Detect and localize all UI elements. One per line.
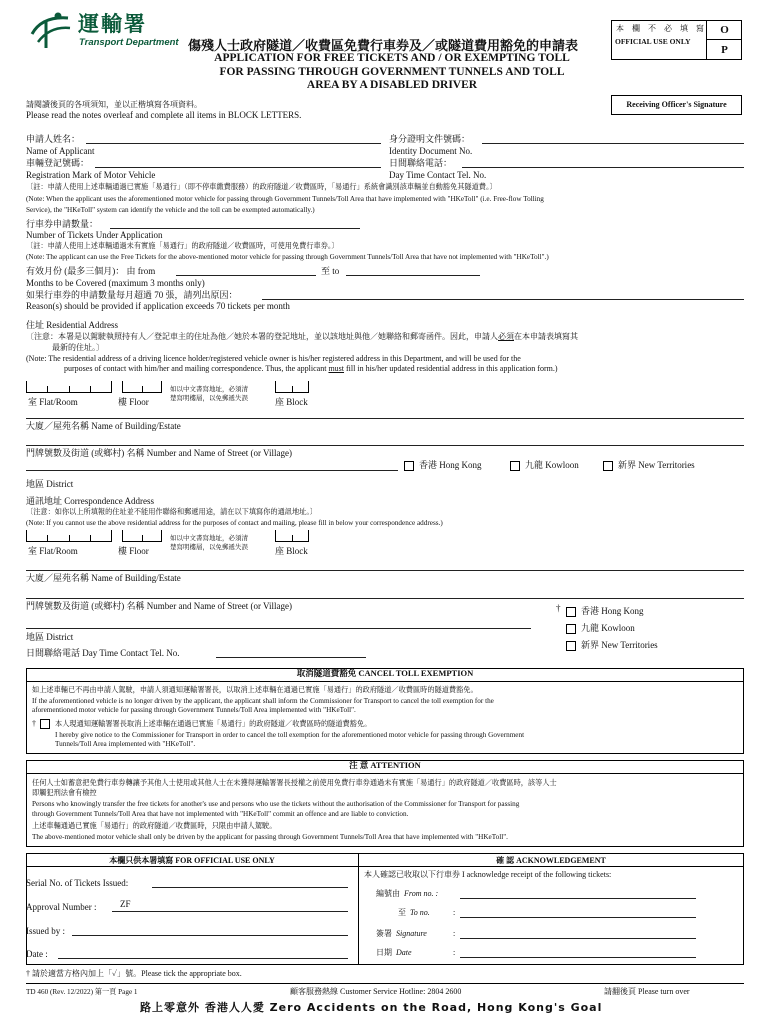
ack-date-field[interactable] — [460, 957, 696, 958]
id-label-cn: 身分證明文件號碼： — [389, 134, 471, 144]
registration-label-en: Registration Mark of Motor Vehicle — [26, 170, 156, 180]
transport-department-logo-icon — [28, 12, 72, 50]
reason-label-en: Reason(s) should be provided if application exceeds 70 tickets per month — [26, 301, 290, 311]
approval-field[interactable] — [112, 911, 348, 912]
attention-en-2: through Government Tunnels/Toll Area that have not implemented with "HKeToll" commit an offence and are liable to conviction. — [32, 810, 409, 818]
applicant-name-field[interactable] — [86, 143, 381, 144]
months-label-en: Months to be Covered (maximum 3 months only) — [26, 278, 205, 288]
res-floor-boxes[interactable] — [122, 382, 162, 393]
months-to-field[interactable] — [346, 275, 480, 276]
res-district-hk[interactable]: 香港 Hong Kong — [404, 460, 482, 471]
checkbox-icon[interactable] — [603, 461, 613, 471]
official-use-label-cn: 本 欄 不 必 填 寫 — [616, 24, 707, 33]
note-tickets-en: (Note: The applicant can use the Free Tickets for the above-mentioned motor vehicle for passing through Government Tunnels/Toll Area that have not implemented with "HKeToll".) — [26, 253, 549, 261]
corr-tel-field[interactable] — [216, 657, 366, 658]
reason-label-cn: 如果行車券的申請數量每月超過 70 張，請列出原因： — [26, 290, 238, 300]
attention-en-3: The above-mentioned motor vehicle shall only be driven by the applicant for passing through Government Tunnels/Toll Area that have implemented with "HKeToll". — [32, 833, 508, 841]
months-label-cn: 有效月份 (最多三個月)： 由 from — [26, 266, 156, 276]
cancel-checkbox-icon[interactable] — [40, 719, 50, 729]
corr-block-boxes[interactable] — [275, 531, 309, 542]
checkbox-icon[interactable] — [404, 461, 414, 471]
cancel-text-en-2: aforementioned motor vehicle for passing through Government Tunnels/Toll Area implemented with "HKeToll". — [32, 706, 356, 714]
corr-heading: 通訊地址 Correspondence Address — [26, 496, 154, 506]
approval-label: Approval Number : — [26, 902, 97, 912]
residential-note-cn-1: 〔注意：本署是以駕駛執照持有人／登記車主的住址為他／她於本署的登記地址，並以該地址與他／她聯絡和郵寄函件。因此，申請人必須在本申請表填寫其 — [26, 332, 578, 341]
corr-district-label: 地區 District — [26, 632, 74, 642]
residential-note-cn-2: 最新的住址。〕 — [52, 343, 104, 352]
corr-block-label: 座 Block — [275, 546, 308, 556]
ack-signature-field[interactable] — [460, 938, 696, 939]
res-floor-label: 樓 Floor — [118, 397, 149, 407]
corr-building-field[interactable] — [26, 570, 744, 571]
ack-from-field[interactable] — [460, 898, 696, 899]
ack-signature-label: 簽署 Signature — [376, 929, 427, 938]
cancel-tick-en-2: Tunnels/Toll Area implemented with "HKeToll". — [55, 740, 196, 748]
residential-heading: 住址 Residential Address — [26, 320, 118, 330]
form-title-chinese: 傷殘人士政府隧道／收費區免費行車券及／或隧道費用豁免的申請表 — [188, 38, 579, 53]
serial-label: Serial No. of Tickets Issued: — [26, 878, 129, 888]
issued-label: Issued by : — [26, 926, 65, 936]
checkbox-icon[interactable] — [566, 607, 576, 617]
registration-field[interactable] — [95, 167, 381, 168]
corr-flat-boxes[interactable] — [26, 531, 112, 542]
cancel-tick-en-1: I hereby give notice to the Commissioner for Transport in order to cancel the toll exemption for the aforementioned motor vehicle for passing through Government — [55, 731, 525, 739]
corr-dagger: † — [556, 603, 561, 613]
corr-district-hk[interactable]: 香港 Hong Kong — [566, 606, 644, 617]
tickets-label-en: Number of Tickets Under Application — [26, 230, 163, 240]
registration-label-cn: 車輛登記號碼： — [26, 158, 90, 168]
id-field[interactable] — [482, 143, 744, 144]
receiving-officer-signature: Receiving Officer's Signature — [611, 95, 742, 115]
checkbox-icon[interactable] — [510, 461, 520, 471]
form-title-english: APPLICATION FOR FREE TICKETS AND / OR EXEMPTING TOLL FOR PASSING THROUGH GOVERNMENT TUNNELS AND TOLL AREA BY A DISABLED DRIVER — [214, 52, 570, 92]
months-to-label: 至 to — [321, 266, 340, 276]
official-ack-header-line — [26, 866, 744, 867]
corr-floor-boxes[interactable] — [122, 531, 162, 542]
corr-flat-label: 室 Flat/Room — [28, 546, 78, 556]
logo-english: Transport Department — [79, 37, 179, 48]
official-ack-divider — [358, 853, 359, 965]
tel-field[interactable] — [462, 167, 744, 168]
ack-to-label: 至 To no. — [398, 908, 430, 917]
res-street-field-2[interactable] — [26, 470, 398, 471]
cancel-text-en-1: If the aforementioned vehicle is no longer driven by the applicant, the applicant shall inform the Commissioner for Transport to cancel the toll exemption for the — [32, 697, 494, 705]
ack-date-colon: : — [453, 948, 456, 957]
intro-cn: 請閱讀後頁的各項須知，並以正楷填寫各項資料。 — [26, 100, 202, 109]
corr-street-field-2[interactable] — [26, 628, 531, 629]
p-label: P — [721, 44, 728, 56]
attention-cn-1: 任何人士如蓄意把免費行車券轉讓予其他人士使用或其他人士在未獲得運輸署署長授權之前使用免費行車券通過未有實施「易通行」的政府隧道／收費區時，該等人士 — [32, 779, 557, 787]
res-flat-boxes[interactable] — [26, 382, 112, 393]
road-safety-slogan: 路上零意外 香港人人愛 Zero Accidents on the Road, Hong Kong's Goal — [140, 1001, 603, 1014]
form-number: TD 460 (Rev. 12/2022) 第一頁 Page 1 — [26, 988, 138, 996]
corr-street-label: 門牌號數及街道 (或鄉村) 名稱 Number and Name of Street (or Village) — [26, 601, 292, 611]
cancel-heading: 取消隧道費豁免 CANCEL TOLL EXEMPTION — [26, 668, 744, 682]
ack-text: 本人確認已收取以下行車券 I acknowledge receipt of the following tickets: — [364, 870, 612, 879]
note-hketoll-en-2: Service), the "HKeToll" system can identify the vehicle and the toll can be exempted automatically.) — [26, 206, 315, 214]
ack-from-label: 編號由 From no. : — [376, 889, 439, 898]
tel-label-cn: 日間聯絡電話： — [389, 158, 453, 168]
note-tickets-cn: 〔註：申請人使用上述車輛通過未有實施「易通行」的政府隧道／收費區時，可使用免費行車券。〕 — [26, 242, 339, 250]
o-label: O — [707, 20, 742, 40]
turn-over: 請翻後頁 Please turn over — [604, 987, 690, 996]
res-block-boxes[interactable] — [275, 382, 309, 393]
corr-note-en: (Note: If you cannot use the above residential address for the purposes of contact and mailing, please fill in below your correspondence address.) — [26, 519, 443, 527]
corr-district-nt[interactable]: 新界 New Territories — [566, 640, 658, 651]
corr-street-field-1[interactable] — [26, 598, 744, 599]
tel-label-en: Day Time Contact Tel. No. — [389, 170, 487, 180]
corr-floor-label: 樓 Floor — [118, 546, 149, 556]
attention-en-1: Persons who knowingly transfer the free tickets for another's use and persons who use the tickets without the authorisation of the Commissioner for Transport for passing — [32, 800, 520, 808]
date-label: Date : — [26, 949, 48, 959]
corr-district-kln[interactable]: 九龍 Kowloon — [566, 623, 635, 634]
attention-cn-2: 即觸犯刑法會有檢控 — [32, 789, 97, 797]
checkbox-icon[interactable] — [566, 641, 576, 651]
residential-note-en-1: (Note: The residential address of a driving licence holder/registered vehicle owner is his/her registered address in this Department, and will be used for the — [26, 354, 521, 363]
tick-note: † 請於適當方格內加上「✓」號。Please tick the appropriate box. — [26, 969, 242, 978]
official-heading: 本欄只供本署填寫 FOR OFFICIAL USE ONLY — [109, 856, 275, 865]
res-floor-hint-1: 如以中文書寫地址，必須清 — [170, 386, 248, 393]
applicant-name-label-cn: 申請人姓名： — [26, 134, 81, 144]
corr-floor-hint-1: 如以中文書寫地址，必須清 — [170, 535, 248, 542]
logo-chinese: 運輸署 — [78, 12, 147, 36]
res-block-label: 座 Block — [275, 397, 308, 407]
res-street-field-1[interactable] — [26, 445, 744, 446]
res-floor-hint-2: 楚寫明樓層，以免郵遞失誤 — [170, 395, 248, 402]
corr-tel-label: 日間聯絡電話 Day Time Contact Tel. No. — [26, 648, 180, 658]
corr-note-cn: 〔注意：如你以上所填報的住址並不能用作聯絡和郵遞用途，請在以下填寫你的通訊地址。〕 — [26, 508, 318, 516]
months-from-field[interactable] — [176, 275, 316, 276]
hotline: 顧客服務熱線 Customer Service Hotline: 2804 2600 — [290, 987, 462, 996]
res-district-label: 地區 District — [26, 479, 74, 489]
intro-en: Please read the notes overleaf and complete all items in BLOCK LETTERS. — [26, 110, 302, 120]
corr-building-label: 大廈／屋苑名稱 Name of Building/Estate — [26, 573, 181, 583]
cancel-tick-cn: 本人現通知運輸署署長取消上述車輛在通過已實施「易通行」的政府隧道／收費區時的隧道費豁免。 — [55, 720, 372, 728]
reason-field[interactable] — [262, 299, 744, 300]
res-building-field[interactable] — [26, 418, 744, 419]
res-district-nt[interactable]: 新界 New Territories — [603, 460, 695, 471]
ack-signature-colon: : — [453, 929, 456, 938]
o-p-box — [706, 20, 742, 60]
issued-field[interactable] — [72, 935, 348, 936]
approval-prefix: ZF — [120, 899, 131, 909]
official-use-label-en: OFFICIAL USE ONLY — [615, 37, 691, 46]
residential-note-en-2: purposes of contact with him/her and mailing correspondence. Thus, the applicant must fill in his/her updated residential address in this application form.) — [64, 364, 558, 373]
checkbox-icon[interactable] — [566, 624, 576, 634]
res-flat-label: 室 Flat/Room — [28, 397, 78, 407]
ack-to-colon: : — [453, 908, 456, 917]
serial-field[interactable] — [152, 887, 348, 888]
cancel-dagger: † — [32, 719, 36, 728]
note-hketoll-cn: 〔註：申請人使用上述車輛通過已實施「易通行」（即不停車繳費服務）的政府隧道／收費區時，「易通行」系統會識別該車輛並自動豁免其隧道費。〕 — [26, 183, 497, 191]
ack-heading: 確 認 ACKNOWLEDGEMENT — [496, 856, 606, 865]
cancel-text-cn: 如上述車輛已不再由申請人駕駛，申請人須通知運輸署署長，以取消上述車輛在通過已實施「易通行」的政府隧道／收費區時的隧道費豁免。 — [32, 686, 478, 694]
attention-cn-3: 上述車輛通過已實施「易通行」的政府隧道／收費區時，只限由申請人駕駛。 — [32, 822, 277, 830]
attention-heading: 注 意 ATTENTION — [26, 760, 744, 774]
id-label-en: Identity Document No. — [389, 146, 473, 156]
res-street-label: 門牌號數及街道 (或鄉村) 名稱 Number and Name of Street (or Village) — [26, 448, 292, 458]
note-hketoll-en-1: (Note: When the applicant uses the aforementioned motor vehicle for passing through Government Tunnels/Toll Area that have implemented with "HKeToll" (i.e. Free-flow Tolling — [26, 195, 544, 203]
tickets-label-cn: 行車券申請數量： — [26, 219, 99, 229]
res-district-kln[interactable]: 九龍 Kowloon — [510, 460, 579, 471]
official-date-field[interactable] — [58, 958, 348, 959]
footer-rule — [26, 983, 744, 984]
corr-floor-hint-2: 楚寫明樓層，以免郵遞失誤 — [170, 544, 248, 551]
ack-to-field[interactable] — [460, 917, 696, 918]
res-building-label: 大廈／屋苑名稱 Name of Building/Estate — [26, 421, 181, 431]
ack-date-label: 日期 Date — [376, 948, 412, 957]
tickets-field[interactable] — [110, 228, 360, 229]
applicant-name-label-en: Name of Applicant — [26, 146, 95, 156]
